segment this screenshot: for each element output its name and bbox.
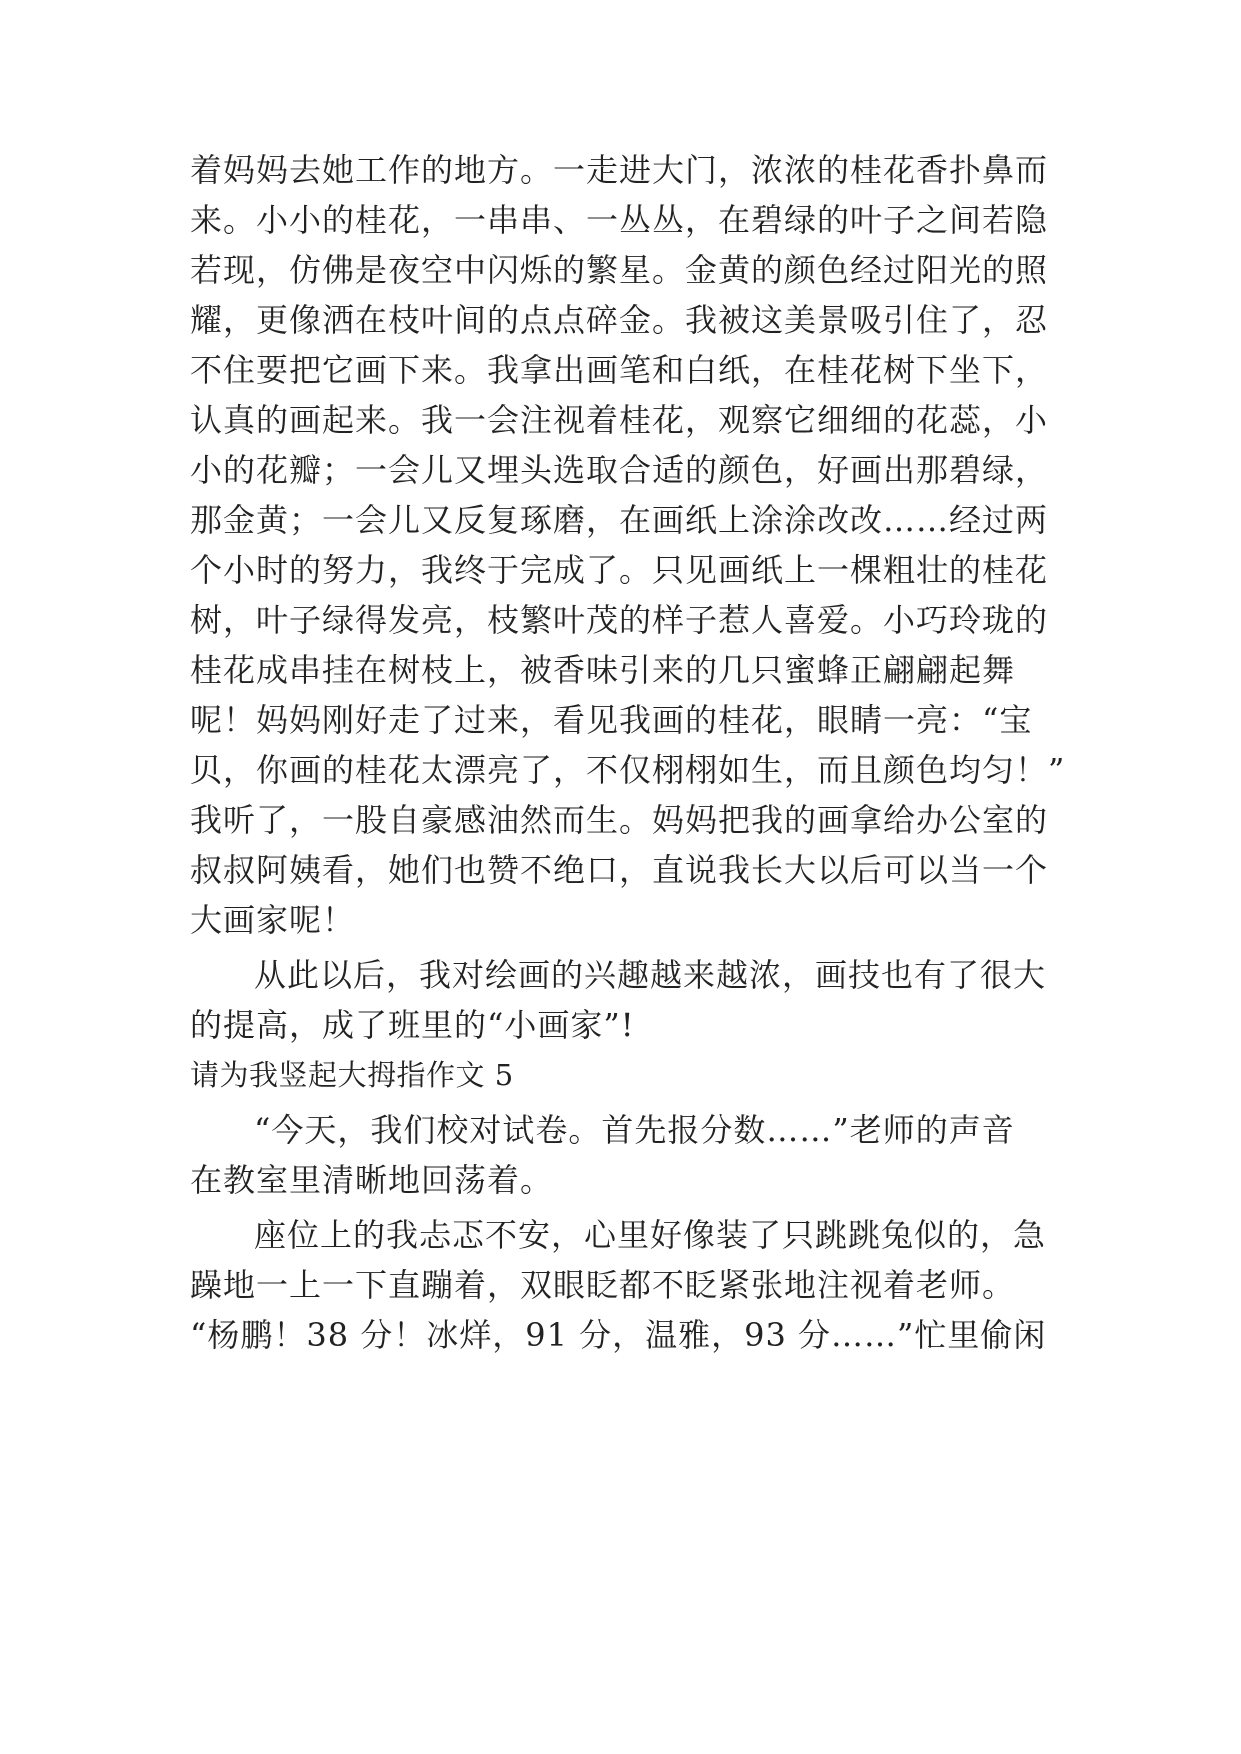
text-line: 若现，仿佛是夜空中闪烁的繁星。金黄的颜色经过阳光的照 xyxy=(190,251,1049,289)
text-line: “杨鹏！38 分！冰烊，91 分，温雅，93 分……”忙里偷闲 xyxy=(190,1316,1047,1354)
text-line: 不住要把它画下来。我拿出画笔和白纸，在桂花树下坐下， xyxy=(190,351,1049,389)
text-line: 桂花成串挂在树枝上，被香味引来的几只蜜蜂正翩翩起舞 xyxy=(190,651,1016,689)
text-line: 我听了，一股自豪感油然而生。妈妈把我的画拿给办公室的 xyxy=(190,801,1049,839)
text-line: 认真的画起来。我一会注视着桂花，观察它细细的花蕊，小 xyxy=(190,401,1049,439)
text-line: 座位上的我忐忑不安，心里好像装了只跳跳兔似的，急 xyxy=(254,1216,1047,1254)
text-line: 耀，更像洒在枝叶间的点点碎金。我被这美景吸引住了，忍 xyxy=(190,301,1049,339)
text-line: 呢！妈妈刚好走了过来，看见我画的桂花，眼睛一亮：“宝 xyxy=(190,701,1033,739)
text-line: 在教室里清晰地回荡着。 xyxy=(190,1161,554,1199)
text-line: 树，叶子绿得发亮，枝繁叶茂的样子惹人喜爱。小巧玲珑的 xyxy=(190,601,1049,639)
text-line: 的提高，成了班里的“小画家”! xyxy=(190,1006,635,1044)
text-line: 小的花瓣；一会儿又埋头选取合适的颜色，好画出那碧绿， xyxy=(190,451,1049,489)
text-line: 着妈妈去她工作的地方。一走进大门，浓浓的桂花香扑鼻而 xyxy=(190,151,1049,189)
text-line: 大画家呢！ xyxy=(190,901,356,939)
text-line: 躁地一上一下直蹦着，双眼眨都不眨紧张地注视着老师。 xyxy=(190,1266,1016,1304)
section-heading: 请为我竖起大拇指作文 5 xyxy=(190,1058,514,1092)
text-line: 个小时的努力，我终于完成了。只见画纸上一棵粗壮的桂花 xyxy=(190,551,1049,589)
text-line: 来。小小的桂花，一串串、一丛丛，在碧绿的叶子之间若隐 xyxy=(190,201,1049,239)
text-line: 那金黄；一会儿又反复琢磨，在画纸上涂涂改改……经过两 xyxy=(190,501,1049,539)
text-line: 从此以后，我对绘画的兴趣越来越浓，画技也有了很大 xyxy=(254,956,1047,994)
text-line: 叔叔阿姨看，她们也赞不绝口，直说我长大以后可以当一个 xyxy=(190,851,1049,889)
text-line: 贝，你画的桂花太漂亮了，不仅栩栩如生，而且颜色均匀！” xyxy=(190,751,1066,789)
text-line: “今天，我们校对试卷。首先报分数……”老师的声音 xyxy=(254,1111,1015,1149)
